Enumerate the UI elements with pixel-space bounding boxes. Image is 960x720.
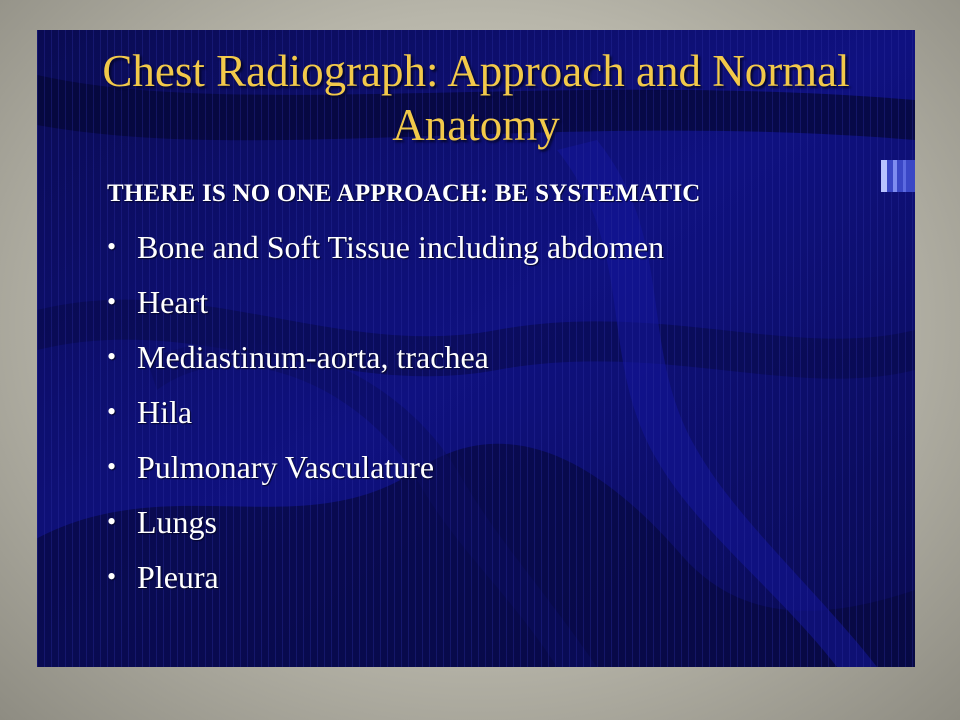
bullet-item-mediastinum (107, 337, 664, 392)
slide-edge-tab-decoration (881, 160, 915, 192)
bullet-text: Mediastinum-aorta, trachea (137, 339, 489, 375)
bullet-dot: • (107, 397, 117, 426)
slide-title: Chest Radiograph: Approach and Normal Anatomy (102, 46, 850, 150)
bullet-dot: • (107, 562, 117, 591)
slide (37, 30, 915, 667)
bullet-text: Lungs (137, 504, 217, 540)
bullet-dot: • (107, 232, 117, 261)
bullet-dot: • (107, 507, 117, 536)
bullet-dot: • (107, 342, 117, 371)
bullet-text: Hila (137, 394, 193, 430)
bullet-item-hila (107, 392, 664, 447)
slide-subheading: THERE IS NO ONE APPROACH: BE SYSTEMATIC (107, 180, 701, 207)
bullet-text: Pulmonary Vasculature (137, 449, 435, 485)
bullet-item-pulmonary-vasculature (107, 447, 664, 502)
bullet-text: Bone and Soft Tissue including abdomen (137, 229, 665, 265)
bullet-list (107, 227, 664, 612)
bullet-item-pleura (107, 557, 664, 612)
bullet-item-heart (107, 282, 664, 337)
bullet-text: Pleura (137, 559, 219, 595)
bullet-item-lungs (107, 502, 664, 557)
bullet-dot: • (107, 287, 117, 316)
bullet-item-bone-soft-tissue (107, 227, 664, 282)
bullet-dot: • (107, 452, 117, 481)
bullet-text: Heart (137, 284, 209, 320)
